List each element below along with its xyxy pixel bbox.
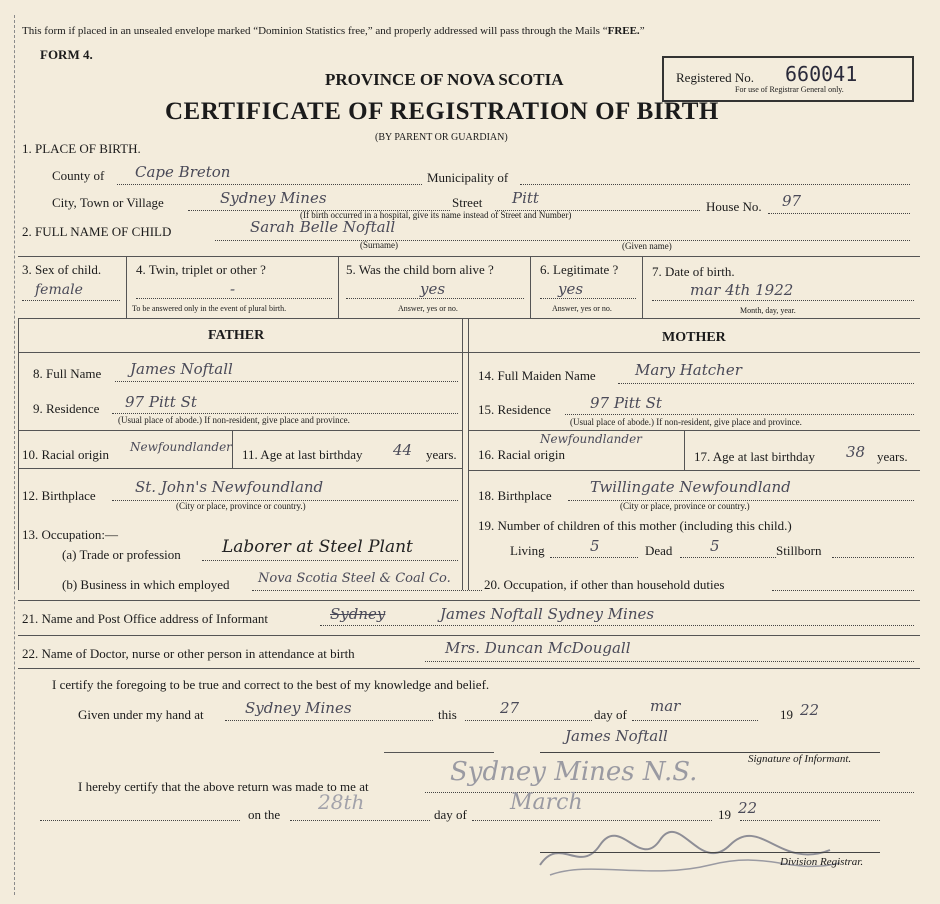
page-subtitle: (BY PARENT OR GUARDIAN)	[375, 132, 508, 143]
informant-value: James Noftall Sydney Mines	[440, 605, 655, 623]
month-value: mar	[650, 697, 681, 715]
county-value: Cape Breton	[135, 163, 231, 181]
stillborn-line	[832, 557, 914, 558]
dead-value: 5	[710, 537, 720, 555]
on-the-lead-line	[40, 820, 240, 821]
legitimate-value: yes	[558, 280, 584, 298]
dead-label: Dead	[645, 543, 673, 558]
twin-line	[136, 298, 332, 299]
child-name-line	[215, 240, 910, 241]
mother-residence-line	[565, 414, 914, 415]
informant-signature: James Noftall	[565, 727, 668, 745]
province-heading: PROVINCE OF NOVA SCOTIA	[325, 70, 564, 89]
legitimate-note: Answer, yes or no.	[552, 304, 612, 313]
day-of-label: day of	[594, 707, 627, 722]
registrar-signature-line	[540, 852, 880, 853]
legitimate-label: 6. Legitimate ?	[540, 262, 619, 277]
mother-occupation-line	[772, 590, 914, 591]
dead-line	[680, 557, 776, 558]
row-divider	[468, 430, 920, 431]
mother-birthplace-label: 18. Birthplace	[478, 488, 552, 503]
year-prefix: 19	[780, 707, 793, 722]
dob-line	[652, 300, 914, 301]
house-line	[768, 213, 910, 214]
hospital-note: (If birth occurred in a hospital, give its name instead of Street and Number)	[300, 210, 572, 220]
stillborn-label: Stillborn	[776, 543, 822, 558]
column-divider	[468, 318, 469, 590]
dob-value: mar 4th 1922	[690, 281, 794, 299]
row-divider	[18, 668, 920, 669]
reg-year-value: 22	[738, 799, 758, 817]
mother-age-years: years.	[877, 449, 908, 464]
father-residence-note: (Usual place of abode.) If non-resident, give place and province.	[118, 415, 350, 425]
legitimate-line	[540, 298, 636, 299]
attendant-value: Mrs. Duncan McDougall	[445, 639, 631, 657]
street-label: Street	[452, 195, 483, 210]
father-birthplace-note: (City or place, province or country.)	[176, 501, 306, 511]
trade-value: Laborer at Steel Plant	[222, 537, 413, 557]
certify-statement: I certify the foregoing to be true and correct to the best of my knowledge and belief.	[52, 677, 490, 692]
county-label: County of	[52, 168, 105, 183]
living-label: Living	[510, 543, 545, 558]
street-value: Pitt	[512, 189, 539, 207]
page-title: CERTIFICATE OF REGISTRATION OF BIRTH	[165, 98, 719, 125]
dob-note: Month, day, year.	[740, 306, 796, 315]
sex-line	[22, 300, 120, 301]
living-value: 5	[590, 537, 600, 555]
father-residence-label: 9. Residence	[33, 401, 100, 416]
row-divider	[18, 600, 920, 601]
informant-line	[320, 625, 914, 626]
registrar-note: For use of Registrar General only.	[735, 85, 844, 94]
mother-racial-value: Newfoundlander	[540, 432, 642, 446]
mother-name-value: Mary Hatcher	[635, 361, 742, 379]
father-birthplace-value: St. John's Newfoundland	[135, 478, 324, 496]
city-value: Sydney Mines	[220, 189, 327, 207]
row-divider	[18, 635, 920, 636]
informant-label: 21. Name and Post Office address of Informant	[22, 611, 268, 626]
given-name-note: (Given name)	[622, 241, 672, 251]
col-divider	[642, 256, 643, 318]
reg-year-prefix: 19	[718, 807, 731, 822]
mother-name-label: 14. Full Maiden Name	[478, 368, 596, 383]
registrar-statement: I hereby certify that the above return was made to me at	[78, 779, 369, 794]
form-number: FORM 4.	[40, 47, 93, 62]
attendant-line	[425, 661, 914, 662]
mother-racial-label: 16. Racial origin	[478, 447, 566, 462]
attendant-label: 22. Name of Doctor, nurse or other person in attendance at birth	[22, 646, 355, 661]
house-label: House No.	[706, 199, 762, 214]
father-name-label: 8. Full Name	[33, 366, 102, 381]
born-alive-label: 5. Was the child born alive ?	[346, 262, 494, 277]
given-place-value: Sydney Mines	[245, 699, 352, 717]
dob-label: 7. Date of birth.	[652, 264, 735, 279]
father-residence-value: 97 Pitt St	[125, 393, 197, 411]
year-value: 22	[800, 701, 820, 719]
father-occupation-label: 13. Occupation:—	[22, 527, 119, 542]
trade-label: (a) Trade or profession	[62, 547, 181, 562]
mother-age-label: 17. Age at last birthday	[694, 449, 815, 464]
mother-heading: MOTHER	[662, 330, 726, 345]
registrar-caption: Division Registrar.	[780, 856, 864, 868]
municipality-label: Municipality of	[427, 170, 509, 185]
business-value: Nova Scotia Steel & Coal Co.	[258, 571, 451, 586]
informant-signature-caption: Signature of Informant.	[748, 753, 852, 765]
children-count-label: 19. Number of children of this mother (including this child.)	[478, 518, 792, 533]
born-alive-value: yes	[420, 280, 446, 298]
day-line	[465, 720, 592, 721]
born-alive-line	[346, 298, 524, 299]
house-value: 97	[782, 192, 802, 210]
sex-value: female	[35, 282, 83, 298]
place-of-birth-heading: 1. PLACE OF BIRTH.	[22, 141, 141, 156]
column-divider	[462, 318, 463, 590]
mother-occupation-label: 20. Occupation, if other than household duties	[484, 577, 725, 592]
reg-day-value: 28th	[318, 790, 365, 814]
row-divider	[468, 470, 920, 471]
father-residence-line	[112, 413, 458, 414]
mother-age-value: 38	[846, 443, 866, 461]
father-box-left	[18, 318, 19, 590]
registrar-place-value: Sydney Mines N.S.	[450, 757, 698, 787]
father-birthplace-label: 12. Birthplace	[22, 488, 96, 503]
given-at-label: Given under my hand at	[78, 707, 204, 722]
mother-birthplace-value: Twillingate Newfoundland	[590, 478, 791, 496]
father-age-years: years.	[426, 447, 457, 462]
municipality-line	[520, 184, 910, 185]
county-line	[117, 184, 422, 185]
col-divider	[232, 430, 233, 468]
registered-label: Registered No.	[676, 70, 754, 85]
father-age-label: 11. Age at last birthday	[242, 447, 363, 462]
father-name-line	[115, 381, 458, 382]
month-line	[632, 720, 758, 721]
city-label: City, Town or Village	[52, 195, 164, 210]
father-heading: FATHER	[208, 328, 265, 343]
living-line	[550, 557, 638, 558]
father-name-value: James Noftall	[130, 360, 233, 378]
reg-day-line	[290, 820, 430, 821]
surname-note: (Surname)	[360, 240, 398, 250]
business-line	[252, 590, 482, 591]
left-margin-rule	[14, 15, 15, 895]
mother-residence-note: (Usual place of abode.) If non-resident, give place and province.	[570, 417, 802, 427]
twin-label: 4. Twin, triplet or other ?	[136, 262, 266, 277]
child-name-value: Sarah Belle Noftall	[250, 218, 396, 236]
col-divider	[684, 430, 685, 470]
father-racial-value: Newfoundlander	[130, 440, 232, 454]
mother-residence-value: 97 Pitt St	[590, 394, 662, 412]
sex-label: 3. Sex of child.	[22, 262, 102, 277]
reg-month-value: March	[510, 790, 583, 815]
day-value: 27	[500, 699, 520, 717]
given-place-line	[225, 720, 433, 721]
col-divider	[338, 256, 339, 318]
this-label: this	[438, 707, 457, 722]
father-racial-label: 10. Racial origin	[22, 447, 110, 462]
business-label: (b) Business in which employed	[62, 577, 230, 592]
row-divider	[18, 256, 920, 257]
trade-line	[202, 560, 458, 561]
twin-value: -	[230, 280, 236, 298]
col-divider	[126, 256, 127, 318]
informant-struck: Sydney	[330, 605, 386, 623]
mail-notice: This form if placed in an unsealed envelope marked “Dominion Statistics free,” and properly addressed will pass through the Mails “FREE.”	[22, 25, 645, 37]
col-divider	[530, 256, 531, 318]
child-name-label: 2. FULL NAME OF CHILD	[22, 224, 172, 239]
row-divider	[18, 318, 920, 319]
registrar-place-line	[425, 792, 914, 793]
signature-dash	[384, 752, 494, 753]
registered-number: 660041	[785, 62, 858, 86]
father-age-value: 44	[393, 441, 413, 459]
heading-underline	[18, 352, 920, 353]
reg-day-of-label: day of	[434, 807, 467, 822]
born-alive-note: Answer, yes or no.	[398, 304, 458, 313]
on-the-label: on the	[248, 807, 281, 822]
mother-residence-label: 15. Residence	[478, 402, 551, 417]
mother-name-line	[618, 383, 914, 384]
mother-birthplace-note: (City or place, province or country.)	[620, 501, 750, 511]
twin-note: To be answered only in the event of plural birth.	[132, 304, 287, 313]
row-divider	[18, 430, 462, 431]
row-divider	[18, 468, 462, 469]
